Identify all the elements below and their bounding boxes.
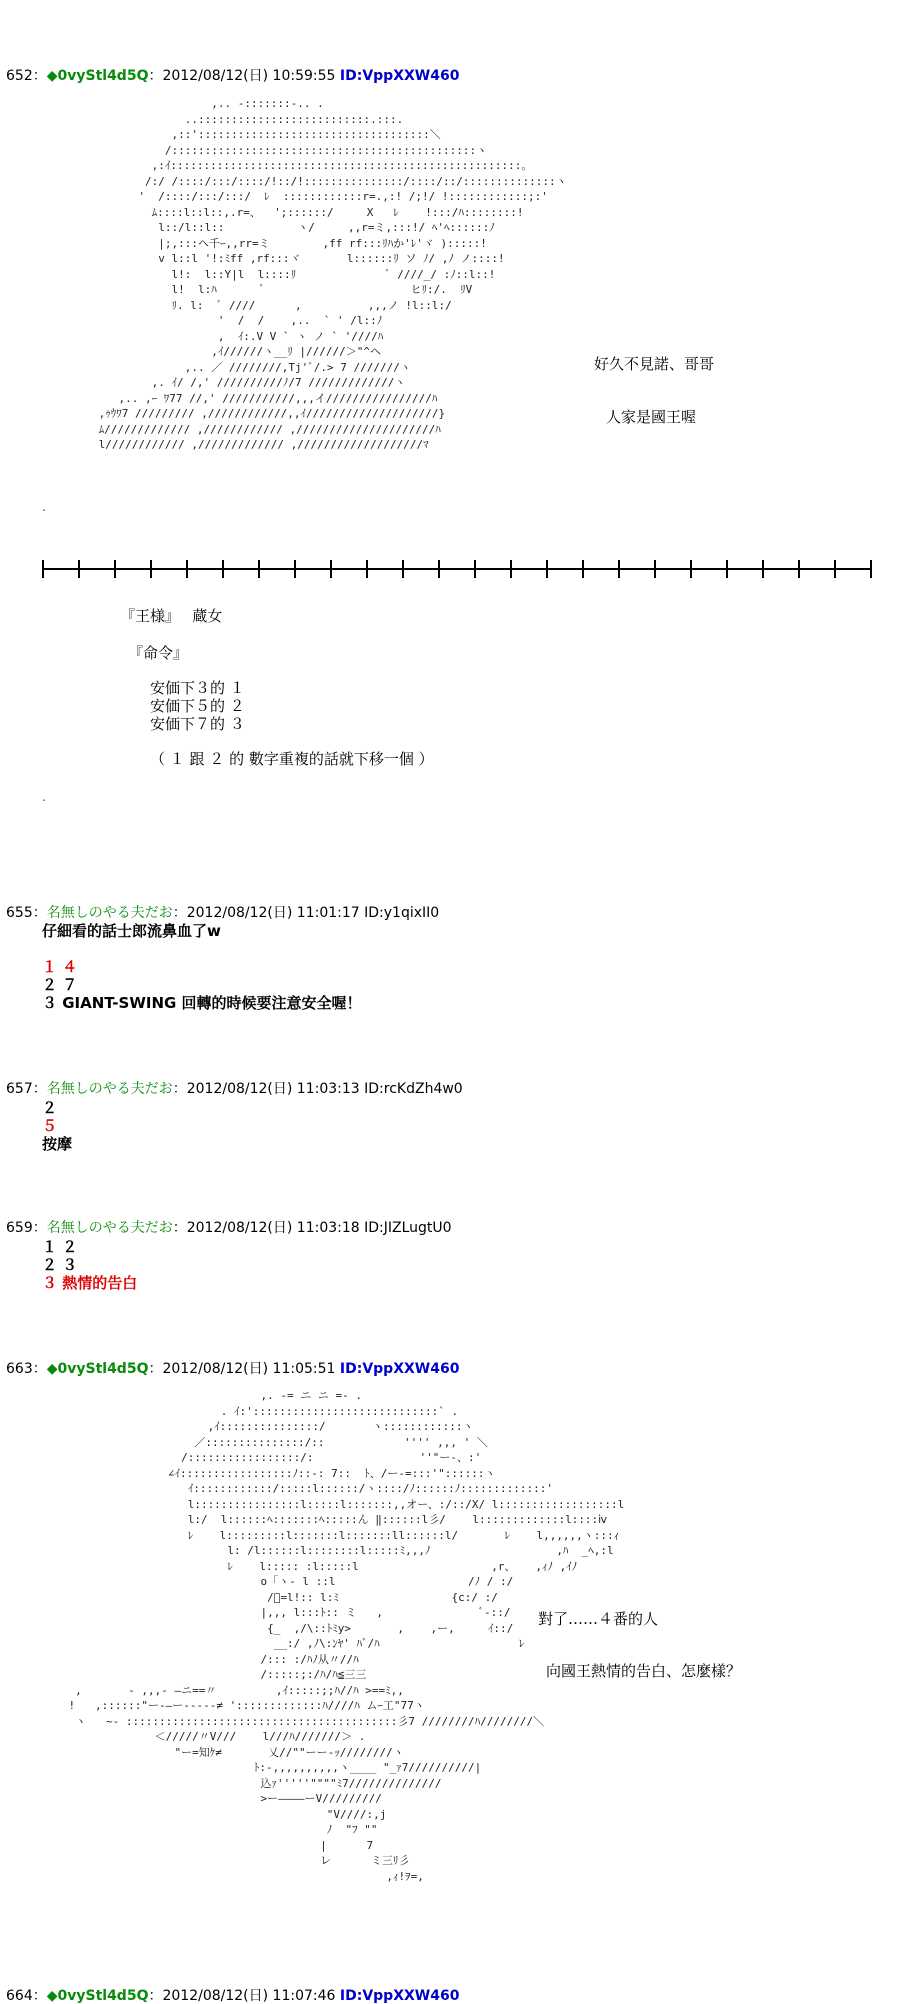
post-line: ５ <box>42 1117 58 1135</box>
post-datetime: ：2012/08/12(日) 11:03:13 <box>172 1081 360 1097</box>
post-line: ２ <box>42 1099 58 1117</box>
post-line: 按摩 <box>42 1135 73 1153</box>
poster-name: 名無しのやる夫だお <box>46 1081 173 1097</box>
post-number[interactable]: 659 <box>6 1220 33 1236</box>
poster-id[interactable]: ID:y1qixII0 <box>364 905 440 921</box>
post-line: １ ２ <box>42 1238 78 1256</box>
stray-dot: . <box>42 790 46 804</box>
post-number[interactable]: 664 <box>6 1988 33 2004</box>
post-line: １ ４ <box>42 958 78 976</box>
post-datetime: ：2012/08/12(日) 11:05:51 <box>148 1361 336 1377</box>
post-datetime: ：2012/08/12(日) 11:07:46 <box>148 1988 336 2004</box>
post-header: 663：◆0vyStl4d5Q：2012/08/12(日) 11:05:51 ID:VppXXW460 <box>6 1361 460 1377</box>
command-line: 安価下５的 ２ <box>150 697 245 715</box>
post-number[interactable]: 652 <box>6 68 33 84</box>
king-label: 『王様』 蔵女 <box>120 607 223 625</box>
poster-name: 名無しのやる夫だお <box>46 905 173 921</box>
poster-id[interactable]: ID:rcKdZh4w0 <box>364 1081 463 1097</box>
stray-dot: . <box>42 500 46 514</box>
command-line: 安価下３的 １ <box>150 679 245 697</box>
poster-name: ◆0vyStl4d5Q <box>46 68 149 84</box>
post-line: ２ ３ <box>42 1256 78 1274</box>
poster-id[interactable]: ID:JIZLugtU0 <box>364 1220 452 1236</box>
post-number[interactable]: 655 <box>6 905 33 921</box>
post-line: ２ ７ <box>42 976 78 994</box>
poster-id[interactable]: ID:VppXXW460 <box>339 68 460 84</box>
post-header: 652：◆0vyStl4d5Q：2012/08/12(日) 10:59:55 ID:VppXXW460 <box>6 68 460 84</box>
ascii-art-girl-2: ,. -= ニ ニ =- . . ｲ:'::::::::::::::::::::::::::::` . ,ｲ:::::::::::::::/ ヽ::::::::::::ヽ ／:::::::::::::::/:: '''' ,,, ' ＼ /:::::::::::::::::/: ''"ー-、:' ∠ｲ:::::::::::::::::ﾉ::-: 7:: ﾄ、/ー-=:::'"::::::ヽ ｲ::::::::::::/:::::l::::::/ヽ::::/ﾉ::::::ﾉ:::::::::::::' l::::::::::::::::l:::::l:::::::,,オー、:/::/X/ l::::::::::::::::::l l:/ l::::::ﾍ:::::::ﾍ:::::ん ‖::::::l彡/ l:::::::::::::l::::ⅳ ﾚ l:::::::::l:::::::l:::::::ll::::::l/ ﾚ l,,,,,,ヽ:::ｨ l: /l::::::l::::::::l:::::ﾐ,,,ﾉ ,ﾊ _ﾍ,:l ﾚ l::::: :l:::::l ,r、 ,ｨﾉ ,ｲﾉ o「ヽ- l ::l /ﾉ / :/ /ﾞ=l!:: l:ﾐ {c:/ :/ |,,, l:::ﾄ:: ミ , ﾞ-::/ {_ ,/\::ﾄﾐy> , ,ー, ｲ::/ __:/ ,ﾉ\:ﾝﾔ' ﾊﾞ/ﾊ ﾚ /::: :/ﾊﾉ从〃//ﾊ /:::::;:/ﾊ/ﾊ≦三三 , - ,,,- ―ニ==〃 ,ｲ:::::;;ﾊ//ﾊ >==ﾐ,, ! ,::::::"ー-―ー‐‐‐‐‐≠ ':::::::::::::ﾊ////ﾊ ムｰ工"77ヽ ヽ ~- :::::::::::::::::::::::::::::::::::::::::彡7 ////////ﾊ////////＼ ＜/////〃V/// l///ﾊ///////＞ . "ー=知ｹ≠ 乂//""ーー-ｯ////////ヽ ﾄ:-,,,,,,,,,,ヽ____ "_ｧ7//////////| 込ｧ'''''""""ﾐ7////////////// >ー――――ーV///////// "V////:,j ﾉ "ﾌ "" | 7 レ ミ三ﾘ彡 ,ｨ!ｦ=, <box>68 1389 625 1883</box>
ascii-art-girl-1: ,.. -:::::::-.. . ..::::::::::::::::::::::::::.:::. ,::':::::::::::::::::::::::::::::::::::＼ /::::::::::::::::::::::::::::::::::::::::::::::ヽ ,:ｲ:::::::::::::::::::::::::::::::::::::::::::::::::::::。 /:/ /::::/:::/::::/!::/!:::::::::::::::/::::/::/::::::::::::::ヽ ' /::::/:::/:::/ ﾚ ::::::::::::r=.,:! /;!/ !::::::::::::;:' ﾑ::::l::l::,.r=、 ';::::::/ X ﾚ !:::/ﾊ::::::::! l::/l::l:: ヽ/ ,,r=ミ,:::!/ ﾍ'ﾍ::::::ﾉ |;,:::ヘ千ｰ,,rr=ミ ,ff rf:::ﾘﾊか'ﾚ'ヾ ):::::! v l::l '!:ﾐff ,rf:::ヾ l::::::ﾘ ソ ﾉ/ ,ﾉ ノ::::! l!: l::Y|l l::::ﾘ ﾞ ////_/ :ﾉ::l::! l! l:ﾊ ﾞ ヒﾘ:/. ﾘV ﾘ. l: ﾞ //// , ,,,ノ !l::l:/ ' / / ,.. ` ' /l::ﾉ , ｲ:.V V ` ヽ ノ ` '////ﾊ ,ｲ//////ヽ__ﾘ |//////＞"^ヘ ,.. ／ ////////,Tj'ﾞ/.> 7 ///////ヽ ,. ｲ/ /,' //////////ﾉ/7 /////////////ヽ ,.. ,ｰ ﾜ77 //,' ///////////,,,イ////////////////ﾊ ,ｩｳﾜ7 ///////// ,////////////,,ｲ////////////////////} ﾑ///////////// ,//////////// ,/////////////////////ﾊ l//////////// ,///////////// ,///////////////////ﾏ <box>98 97 567 451</box>
dialogue-line: 向國王熱情的告白、怎麼樣？ <box>546 1662 742 1680</box>
post-number[interactable]: 657 <box>6 1081 33 1097</box>
post-datetime: ：2012/08/12(日) 11:03:18 <box>172 1220 360 1236</box>
post-number[interactable]: 663 <box>6 1361 33 1377</box>
post-datetime: ：2012/08/12(日) 11:01:17 <box>172 905 360 921</box>
command-note: （ １ 跟 ２ 的 數字重複的話就下移一個 ） <box>150 750 434 768</box>
post-header: 655：名無しのやる夫だお：2012/08/12(日) 11:01:17 ID:y1qixII0 <box>6 905 440 921</box>
post-line: ３ GIANT-SWING 回轉的時候要注意安全喔！ <box>42 994 362 1012</box>
dialogue-line: 好久不見諾、哥哥 <box>594 355 715 373</box>
poster-name: ◆0vyStl4d5Q <box>46 1361 149 1377</box>
post-datetime: ：2012/08/12(日) 10:59:55 <box>148 68 336 84</box>
command-line: 安価下７的 ３ <box>150 715 245 733</box>
poster-id[interactable]: ID:VppXXW460 <box>339 1988 460 2004</box>
post-header: 657：名無しのやる夫だお：2012/08/12(日) 11:03:13 ID:rcKdZh4w0 <box>6 1081 463 1097</box>
post-header: 664：◆0vyStl4d5Q：2012/08/12(日) 11:07:46 ID:VppXXW460 <box>6 1988 460 2004</box>
poster-name: ◆0vyStl4d5Q <box>46 1988 149 2004</box>
poster-name: 名無しのやる夫だお <box>46 1220 173 1236</box>
post-header: 659：名無しのやる夫だお：2012/08/12(日) 11:03:18 ID:JIZLugtU0 <box>6 1220 452 1236</box>
dialogue-line: 人家是國王喔 <box>606 408 697 426</box>
poster-id[interactable]: ID:VppXXW460 <box>339 1361 460 1377</box>
command-label: 『命令』 <box>128 644 189 662</box>
ladder-divider <box>42 560 872 578</box>
dialogue-line: 對了……４番的人 <box>538 1610 659 1628</box>
post-line: 仔細看的話士郎流鼻血了w <box>42 922 221 940</box>
post-line: ３ 熱情的告白 <box>42 1274 138 1292</box>
